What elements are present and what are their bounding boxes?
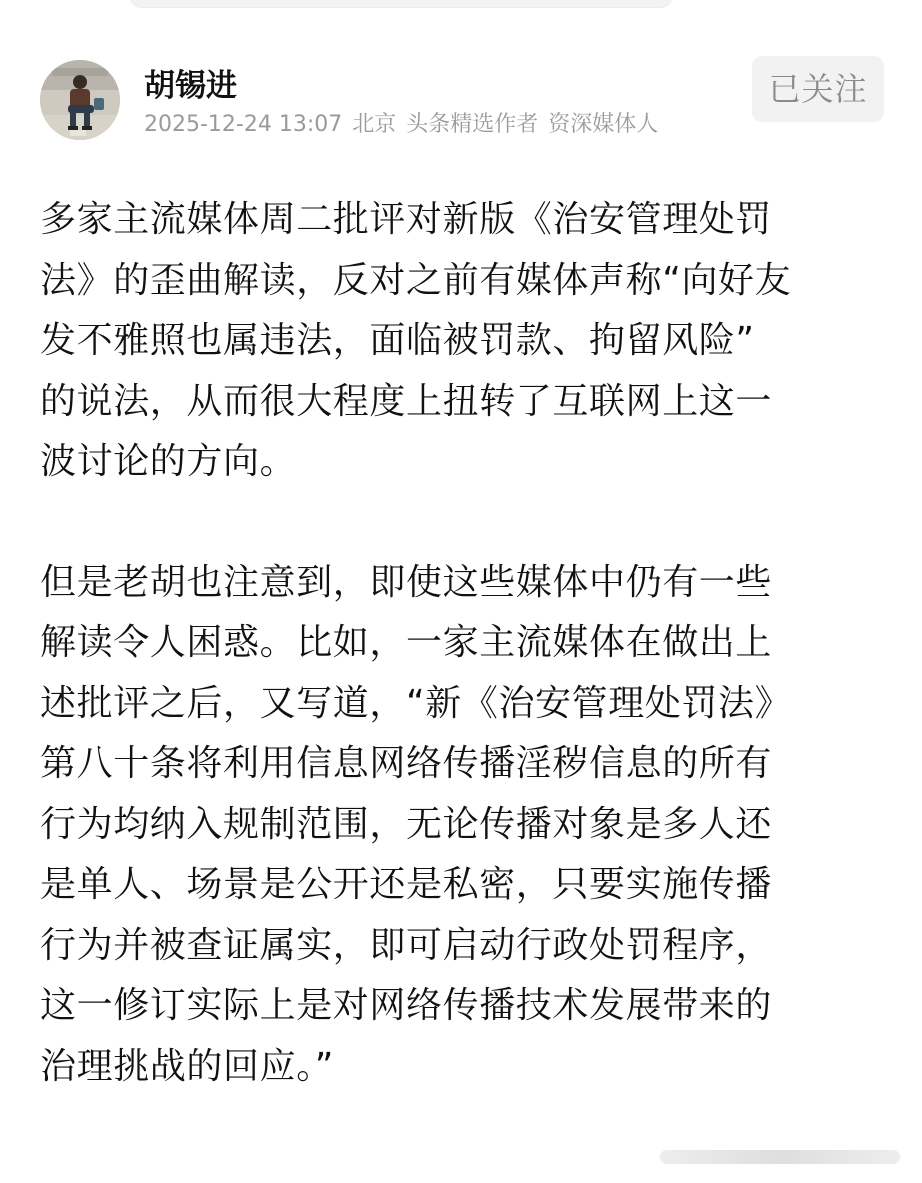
follow-button[interactable]: 已关注 (752, 56, 884, 122)
paragraph-line: 第八十条将利用信息网络传播淫秽信息的所有 (40, 743, 773, 784)
author-avatar[interactable] (40, 60, 120, 140)
article-paragraph-2 (40, 553, 880, 1098)
author-tag-selected-writer: 头条精选作者 (406, 112, 539, 137)
author-name[interactable]: 胡锡进 (144, 68, 237, 104)
paragraph-line: 法》的歪曲解读，反对之前有媒体声称“向好友 (40, 259, 792, 301)
post-datetime: 2025-12-24 13:07 (144, 112, 343, 137)
paragraph-line: 的说法，从而很大程度上扭转了互联网上这一 (40, 380, 773, 422)
paragraph-line: 述批评之后，又写道，“新《治安管理处罚法》 (40, 682, 792, 724)
paragraph-line: 但是老胡也注意到，即使这些媒体中仍有一些 (40, 561, 773, 603)
article-paragraph-1 (40, 190, 880, 493)
paragraph-line: 是单人、场景是公开还是私密，只要实施传播 (40, 864, 773, 905)
paragraph-line: 解读令人困惑。比如，一家主流媒体在做出上 (40, 622, 773, 663)
article-body (40, 190, 880, 1097)
top-bar (130, 0, 672, 8)
post-location: 北京 (352, 112, 397, 137)
author-tag-senior-media: 资深媒体人 (548, 112, 659, 137)
post-meta (144, 110, 658, 140)
paragraph-line: 这一修订实际上是对网络传播技术发展带来的 (40, 985, 773, 1026)
paragraph-line: 波讨论的方向。 (40, 441, 297, 482)
paragraph-line: 治理挑战的回应。” (40, 1045, 335, 1087)
paragraph-line: 多家主流媒体周二批评对新版《治安管理处罚 (40, 199, 773, 240)
paragraph-line: 行为并被查证属实，即可启动行政处罚程序， (40, 924, 773, 966)
paragraph-line: 发不雅照也属违法，面临被罚款、拘留风险” (40, 320, 755, 361)
watermark-bar (660, 1150, 900, 1164)
paragraph-line: 行为均纳入规制范围，无论传播对象是多人还 (40, 803, 773, 845)
author-header (40, 60, 884, 140)
person-sitting-photo-avatar-icon (40, 60, 120, 140)
